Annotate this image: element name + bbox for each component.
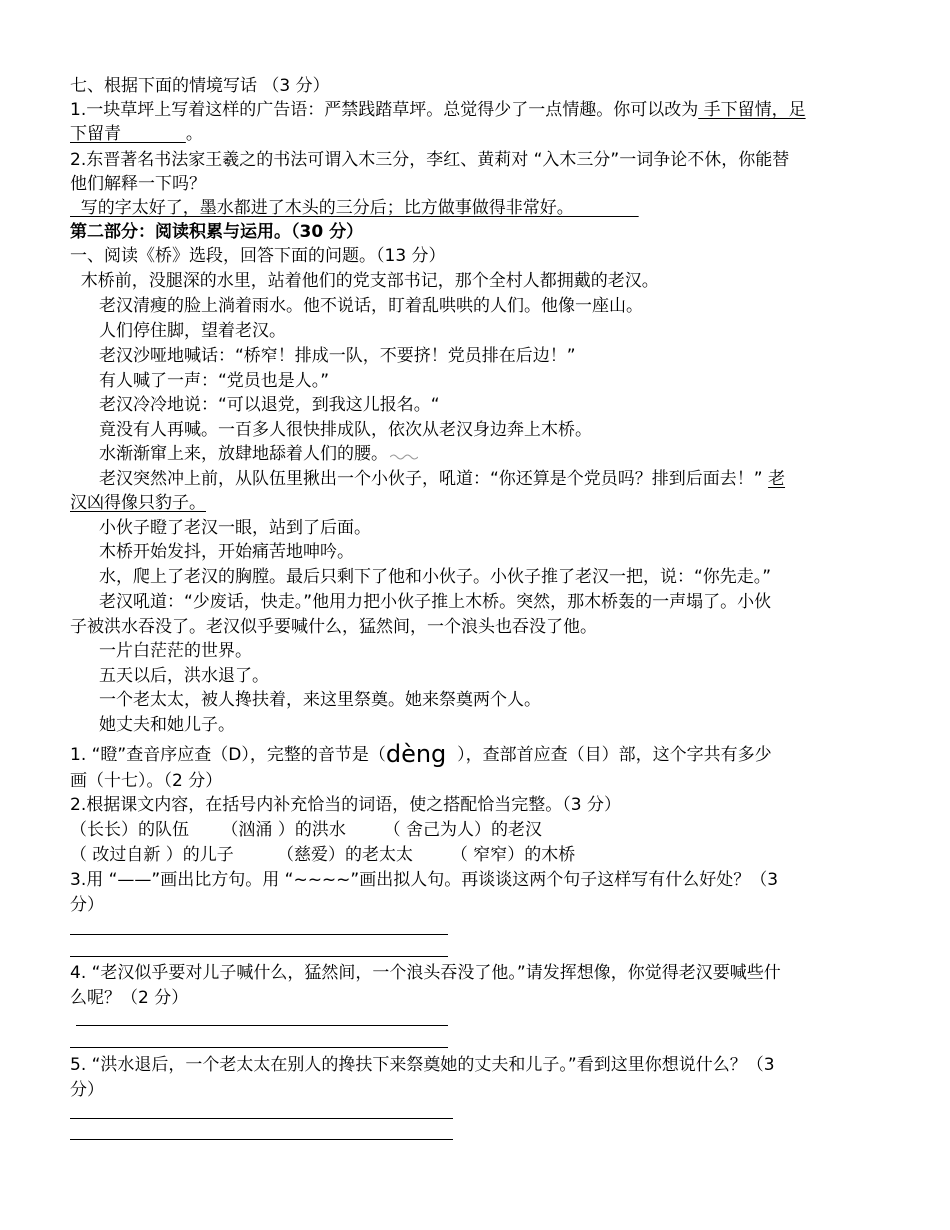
passage-paragraph-6: 老汉冷冷地说：“可以退党，到我这儿报名。“: [99, 395, 440, 415]
answer-line-q5-2: [70, 1139, 453, 1140]
passage-paragraph-4: 老汉沙哑地喊话：“桥窄！排成一队，不要挤！党员排在后边！”: [99, 346, 576, 366]
q1-end: 。: [185, 124, 203, 144]
question-4: 4. “老汉似乎要对儿子喊什么，猛然间，一个浪头吞没了他。”请发挥想像，你觉得老汉要喊些什: [70, 963, 781, 983]
section-7-q2-line1: 2.东晋著名书法家王羲之的书法可谓入木三分，李红、黄莉对 “入木三分”一词争论不休，你能替: [70, 150, 790, 170]
passage-paragraph-10: 小伙子瞪了老汉一眼，站到了后面。: [99, 518, 371, 538]
question-3-cont: 分）: [70, 895, 104, 915]
passage-paragraph-8: 水渐渐窜上来，放肆地舔着人们的腰。: [99, 444, 388, 464]
passage-paragraph-3: 人们停住脚，望着老汉。: [99, 321, 286, 341]
passage-paragraph-2: 老汉清瘦的脸上淌着雨水。他不说话，盯着乱哄哄的人们。他像一座山。: [99, 296, 643, 316]
question-2: 2.根据课文内容，在括号内补充恰当的词语，使之搭配恰当完整。（3 分）: [70, 795, 621, 815]
section-7-q1-cont: [70, 123, 203, 145]
passage-paragraph-12: 水，爬上了老汉的胸膛。最后只剩下了他和小伙子。小伙子推了老汉一把，说：“你先走。”: [99, 567, 772, 587]
paragraph-9-text: 老汉突然冲上前，从队伍里揪出一个小伙子，吼道：“你还算是个党员吗？排到后面去！”: [99, 469, 769, 489]
passage-paragraph-7: 竟没有人再喊。一百多人很快排成队，依次从老汉身边奔上木桥。: [99, 420, 592, 440]
question-2-answers-row-2: （ 改过自新 ）的儿子 （慈爱）的老太太 （ 窄窄）的木桥: [70, 845, 576, 865]
reading-title: 一、阅读《桥》选段，回答下面的问题。（13 分）: [70, 246, 446, 266]
question-5: 5. “洪水退后，一个老太太在别人的搀扶下来祭奠她的丈夫和儿子。”看到这里你想说什么？（3: [70, 1055, 775, 1075]
passage-paragraph-11: 木桥开始发抖，开始痛苦地呻吟。: [99, 542, 354, 562]
answer-line-q3-2: [70, 956, 448, 957]
answer-line-q5-1: [70, 1118, 453, 1119]
question-3: 3.用 “——”画出比方句。用 “~~~~”画出拟人句。再谈谈这两个句子这样写有什么好处？（3: [70, 870, 779, 890]
question-5-cont: 分）: [70, 1080, 104, 1100]
q1-text: 1.一块草坪上写着这样的广告语：严禁践踏草坪。总觉得少了一点情趣。你可以改为: [70, 100, 699, 120]
passage-paragraph-13: 老汉吼道：“少废话，快走。”他用力把小伙子推上木桥。突然，那木桥轰的一声塌了。小伙: [99, 592, 772, 612]
answer-line-q3-1: [70, 934, 448, 935]
q1-answer-part1: 手下留情，足: [698, 100, 806, 120]
question-1: [70, 740, 772, 768]
passage-paragraph-9-cont: 汉凶得像只豹子。: [70, 493, 206, 513]
section-7-q2-line2: 他们解释一下吗？: [70, 174, 206, 194]
answer-line-q4-1: [76, 1025, 448, 1026]
passage-paragraph-1: 木桥前，没腿深的水里，站着他们的党支部书记，那个全村人都拥戴的老汉。: [70, 271, 659, 291]
question-2-answers-row-1: （长长）的队伍 （汹涌 ）的洪水 （ 舍己为人）的老汉: [70, 820, 543, 840]
part-2-title: 第二部分：阅读积累与运用。（30 分）: [70, 222, 364, 242]
pinyin-answer: dèng: [385, 740, 447, 768]
q1-answer-blank: [121, 124, 186, 144]
passage-paragraph-9: [99, 468, 785, 490]
passage-paragraph-17: 她丈夫和她儿子。: [99, 715, 235, 735]
q1-answer-part2: 下留青: [70, 124, 121, 144]
answer-line-q4-2: [70, 1047, 448, 1048]
passage-paragraph-16: 一个老太太，被人搀扶着，来这里祭奠。她来祭奠两个人。: [99, 690, 541, 710]
section-7-q2-answer: 写的字太好了，墨水都进了木头的三分后；比方做事做得非常好。: [70, 198, 639, 218]
passage-paragraph-14: 一片白茫茫的世界。: [99, 641, 252, 661]
question-1-text: 1. “瞪”查音序应查（D），完整的音节是（: [70, 745, 386, 765]
question-1-cont: 画（十七）。（2 分）: [70, 771, 223, 791]
question-4-cont: 么呢？（2 分）: [70, 988, 189, 1008]
section-7-title: 七、根据下面的情境写话 （3 分）: [70, 76, 330, 96]
section-7-q1: [70, 99, 806, 121]
passage-paragraph-15: 五天以后，洪水退了。: [99, 666, 269, 686]
wavy-underline-mark: [390, 453, 418, 461]
question-1-text-cont: ），查部首应查（目）部，这个字共有多少: [446, 745, 772, 765]
passage-paragraph-5: 有人喊了一声：“党员也是人。”: [99, 371, 330, 391]
passage-paragraph-13-cont: 子被洪水吞没了。老汉似乎要喊什么，猛然间，一个浪头也吞没了他。: [70, 617, 597, 637]
paragraph-9-underline-start: 老: [768, 469, 786, 489]
